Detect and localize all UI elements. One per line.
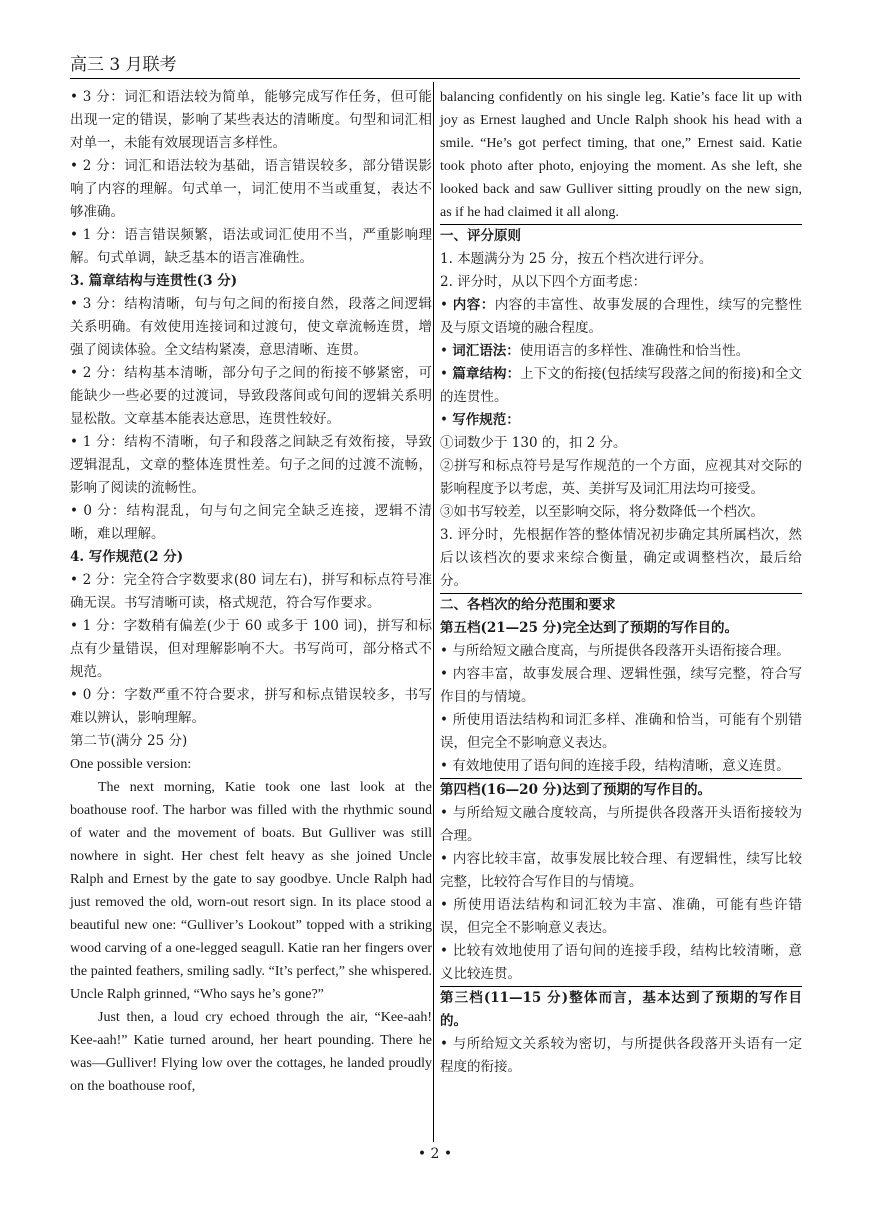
criterion-bullet: • 1 分：结构不清晰，句子和段落之间缺乏有效衔接，导致逻辑混乱，文章的整体连贯性差。句子之间的过渡不流畅，影响了阅读的流畅性。 [70, 431, 432, 500]
level-bullet: • 与所给短文关系较为密切，与所提供各段落开头语有一定程度的衔接。 [440, 1033, 802, 1079]
aspect-label: 内容： [452, 297, 495, 313]
section-title: 一、评分原则 [440, 224, 802, 248]
aspect-item [440, 294, 802, 340]
level-title: 第三档(11—15 分)整体而言，基本达到了预期的写作目的。 [440, 986, 802, 1033]
principle-item: 3. 评分时，先根据作答的整体情况初步确定其所属档次，然后以该档次的要求来综合衡量，确定或调整档次，最后给分。 [440, 527, 802, 589]
criterion-bullet: • 3 分：词汇和语法较为简单，能够完成写作任务，但可能出现一定的错误，影响了某些表达的清晰度。句型和词汇相对单一，未能有效展现语言多样性。 [70, 86, 432, 155]
section-title: 4. 写作规范(2 分) [70, 549, 184, 565]
aspect-item [440, 409, 802, 432]
level-title: 第四档(16—20 分)达到了预期的写作目的。 [440, 778, 802, 802]
part-title: 第二节(满分 25 分) [70, 733, 188, 749]
norm-item: ②拼写和标点符号是写作规范的一个方面，应视其对交际的影响程度予以考虑，英、美拼写及词汇用法均可接受。 [440, 458, 802, 497]
page-header [70, 50, 800, 79]
level-bullet: • 与所给短文融合度较高，与所提供各段落开头语衔接较为合理。 [440, 802, 802, 848]
principle-item: 2. 评分时，从以下四个方面考虑： [440, 274, 647, 290]
criterion-bullet: • 2 分：结构基本清晰，部分句子之间的衔接不够紧密，可能缺少一些必要的过渡词，导致段落间或句间的逻辑关系明显松散。文章基本能表达意思，连贯性较好。 [70, 362, 432, 431]
principle-item: 1. 本题满分为 25 分，按五个档次进行评分。 [440, 251, 713, 267]
aspect-item [440, 340, 802, 363]
essay-paragraph: Just then, a loud cry echoed through the air, “Kee-aah! Kee-aah!” Katie turned around, her heart pounding. There he was—Gulliver! Flying low over the cottages, he landed proudly on the boathouse roof, [70, 1010, 432, 1094]
criterion-bullet: • 3 分：结构清晰，句与句之间的衔接自然，段落之间逻辑关系明确。有效使用连接词和过渡句，使文章流畅连贯，增强了阅读体验。全文结构紧凑，意思清晰、连贯。 [70, 293, 432, 362]
criterion-bullet: • 0 分：字数严重不符合要求，拼写和标点错误较多，书写难以辨认，影响理解。 [70, 684, 432, 730]
header-title: 高三 3 月联考 [70, 55, 177, 75]
norm-item: ①词数少于 130 的，扣 2 分。 [440, 435, 627, 451]
aspect-label: 词汇语法： [452, 343, 520, 359]
level-bullet: • 所使用语法结构和词汇较为丰富、准确，可能有些许错误，但完全不影响意义表达。 [440, 894, 802, 940]
level-bullet: • 内容丰富，故事发展合理、逻辑性强，续写完整，符合写作目的与情境。 [440, 663, 802, 709]
aspect-label: 写作规范： [452, 412, 520, 428]
aspect-text: 上下文的衔接(包括续写段落之间的衔接)和全文的连贯性。 [440, 366, 802, 405]
level-bullet: • 所使用语法结构和词汇多样、准确和恰当，可能有个别错误，但完全不影响意义表达。 [440, 709, 802, 755]
level-bullet: • 与所给短文融合度高，与所提供各段落开头语衔接合理。 [440, 640, 802, 663]
section-title: 3. 篇章结构与连贯性(3 分) [70, 273, 238, 289]
section-title: 二、各档次的给分范围和要求 [440, 593, 802, 617]
aspect-item [440, 363, 802, 409]
essay-paragraph-continued: balancing confidently on his single leg. Katie’s face lit up with joy as Ernest laughed and Uncle Ralph shook his head with a smile. “He’s got perfect timing, that one,” Ernest said. Katie took photo after photo, enjoying the moment. As she left, she looked back and saw Gulliver sitting proudly on the new sign, as if he had claimed it all along. [440, 90, 802, 220]
aspect-label: 篇章结构： [452, 366, 521, 382]
essay-paragraph: The next morning, Katie took one last look at the boathouse roof. The harbor was filled with the rhythmic sound of water and the movement of boats. But Gulliver was still nowhere in sight. Her chest felt heavy as she joined Uncle Ralph and Ernest by the gate to say goodbye. Uncle Ralph had just removed the old, worn-out resort sign. In its place stood a beautiful new one: “Gulliver’s Lookout” topped with a striking wood carving of a one-legged seagull. Katie ran her fingers over the painted feathers, smiling sadly. “It’s perfect,” she whispered. Uncle Ralph grinned, “Who says he’s gone?” [70, 780, 432, 1002]
criterion-bullet: • 2 分：完全符合字数要求(80 词左右)，拼写和标点符号准确无误。书写清晰可读，格式规范，符合写作要求。 [70, 569, 432, 615]
page-number: • 2 • [417, 1146, 453, 1162]
level-bullet: • 内容比较丰富，故事发展比较合理、有逻辑性，续写比较完整，比较符合写作目的与情境。 [440, 848, 802, 894]
criterion-bullet: • 1 分：字数稍有偏差(少于 60 或多于 100 词)，拼写和标点有少量错误，但对理解影响不大。书写尚可，部分格式不规范。 [70, 615, 432, 684]
aspect-text: 使用语言的多样性、准确性和恰当性。 [519, 343, 750, 359]
level-bullet: • 比较有效地使用了语句间的连接手段，结构比较清晰，意义比较连贯。 [440, 940, 802, 986]
left-column [70, 86, 432, 1098]
version-label: One possible version: [70, 757, 192, 772]
norm-item: ③如书写较差，以至影响交际，将分数降低一个档次。 [440, 504, 764, 520]
level-bullet: • 有效地使用了语句间的连接手段，结构清晰，意义连贯。 [440, 755, 802, 778]
level-title: 第五档(21—25 分)完全达到了预期的写作目的。 [440, 620, 739, 636]
criterion-bullet: • 2 分：词汇和语法较为基础，语言错误较多，部分错误影响了内容的理解。句式单一，词汇使用不当或重复，表达不够准确。 [70, 155, 432, 224]
column-divider [433, 82, 434, 1142]
aspect-text: 内容的丰富性、故事发展的合理性，续写的完整性及与原文语境的融合程度。 [440, 297, 802, 336]
criterion-bullet: • 0 分：结构混乱，句与句之间完全缺乏连接，逻辑不清晰，难以理解。 [70, 500, 432, 546]
criterion-bullet: • 1 分：语言错误频繁，语法或词汇使用不当，严重影响理解。句式单调，缺乏基本的语言准确性。 [70, 224, 432, 270]
right-column [440, 86, 802, 1079]
